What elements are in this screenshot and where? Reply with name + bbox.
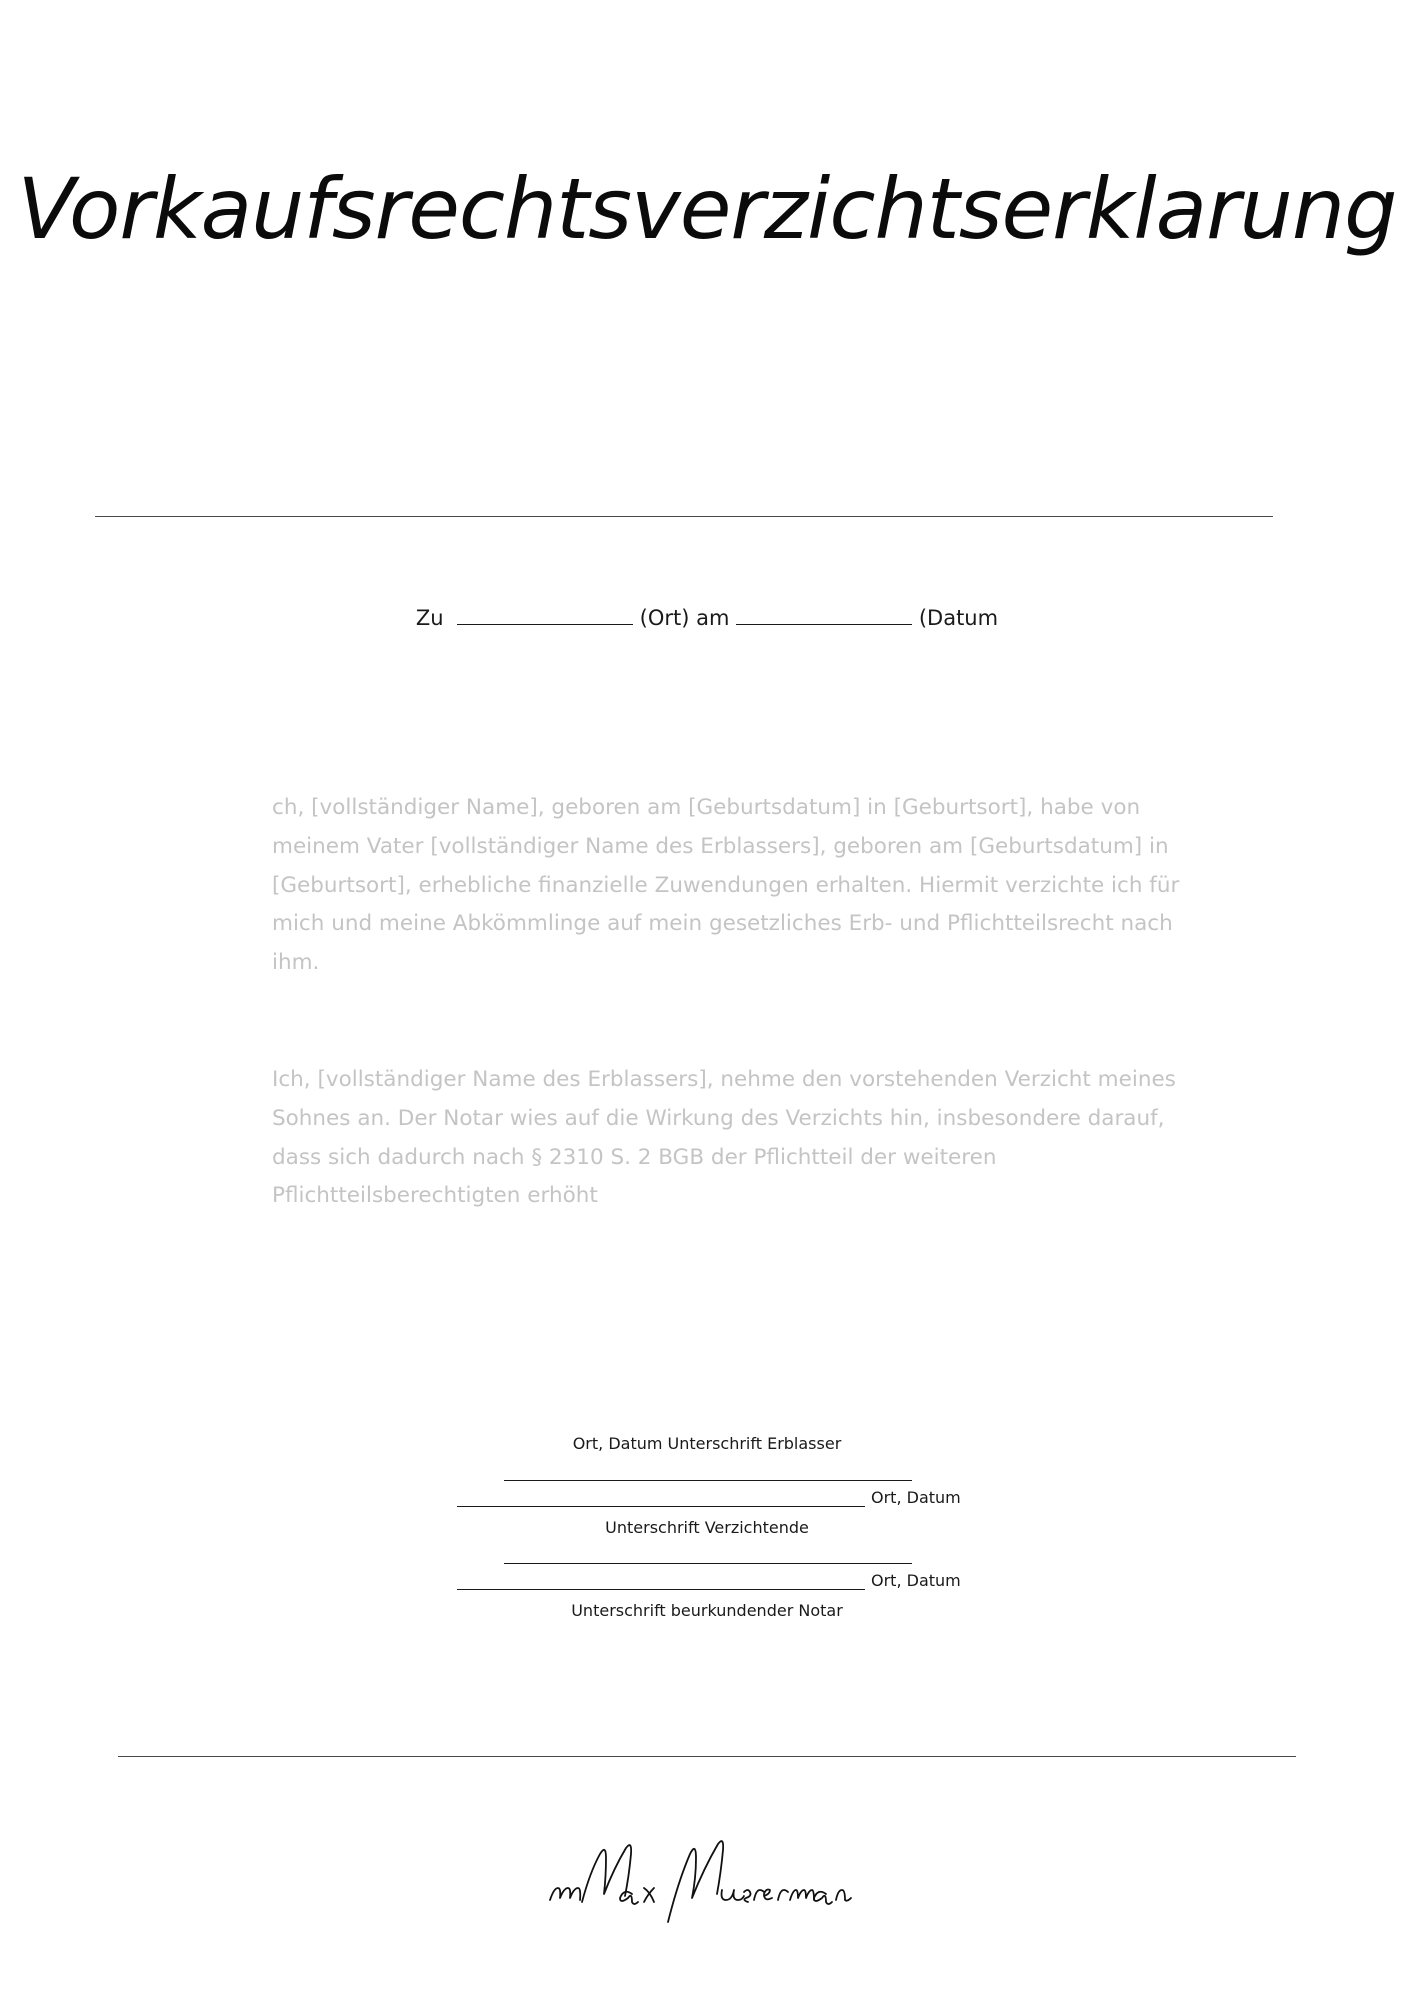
place-date-line bbox=[0, 606, 1414, 630]
signature-row bbox=[457, 1571, 961, 1590]
signature-label-notar: Unterschrift beurkundender Notar bbox=[571, 1601, 843, 1620]
place-label: (Ort) am bbox=[639, 606, 730, 630]
ort-datum-label: Ort, Datum bbox=[871, 1571, 961, 1590]
paragraph-waiver: ch, [vollständiger Name], geboren am [Geburtsdatum] in [Geburtsort], habe von meinem Vater [vollständiger Name des Erblassers], geboren am [Geburtsdatum] in [Geburtsort], erhebliche finanzielle Zuwendungen erhalten. Hiermit verzichte ich für mich und meine Abkömmlinge auf mein gesetzliches Erb- und Pflichtteilsrecht nach ihm. bbox=[272, 795, 1180, 976]
place-blank bbox=[457, 606, 633, 625]
signature-label-verzichtende: Unterschrift Verzichtende bbox=[605, 1518, 809, 1537]
top-divider bbox=[95, 516, 1273, 517]
signature-line bbox=[504, 1563, 912, 1564]
date-label: (Datum bbox=[918, 606, 999, 630]
place-date-prefix: Zu bbox=[415, 606, 444, 630]
signature-line bbox=[457, 1577, 865, 1590]
date-blank bbox=[736, 606, 912, 625]
document-title: Vorkaufsrechtsverzichtserklarung bbox=[17, 160, 1397, 258]
handwritten-signature bbox=[540, 1830, 910, 1930]
signature-line bbox=[457, 1494, 865, 1507]
bottom-divider bbox=[118, 1756, 1296, 1757]
signature-label-erblasser: Ort, Datum Unterschrift Erblasser bbox=[572, 1434, 842, 1453]
ort-datum-label: Ort, Datum bbox=[871, 1488, 961, 1507]
paragraph-acceptance: Ich, [vollständiger Name des Erblassers], nehme den vorstehenden Verzicht meines Sohnes an. Der Notar wies auf die Wirkung des Verzichts hin, insbesondere darauf, dass sich dadurch nach § 2310 S. 2 BGB der Pflichtteil der weiteren Pflichtteilsberechtigten erhöht bbox=[272, 1067, 1176, 1209]
signature-line bbox=[504, 1480, 912, 1481]
signature-row bbox=[457, 1488, 961, 1507]
